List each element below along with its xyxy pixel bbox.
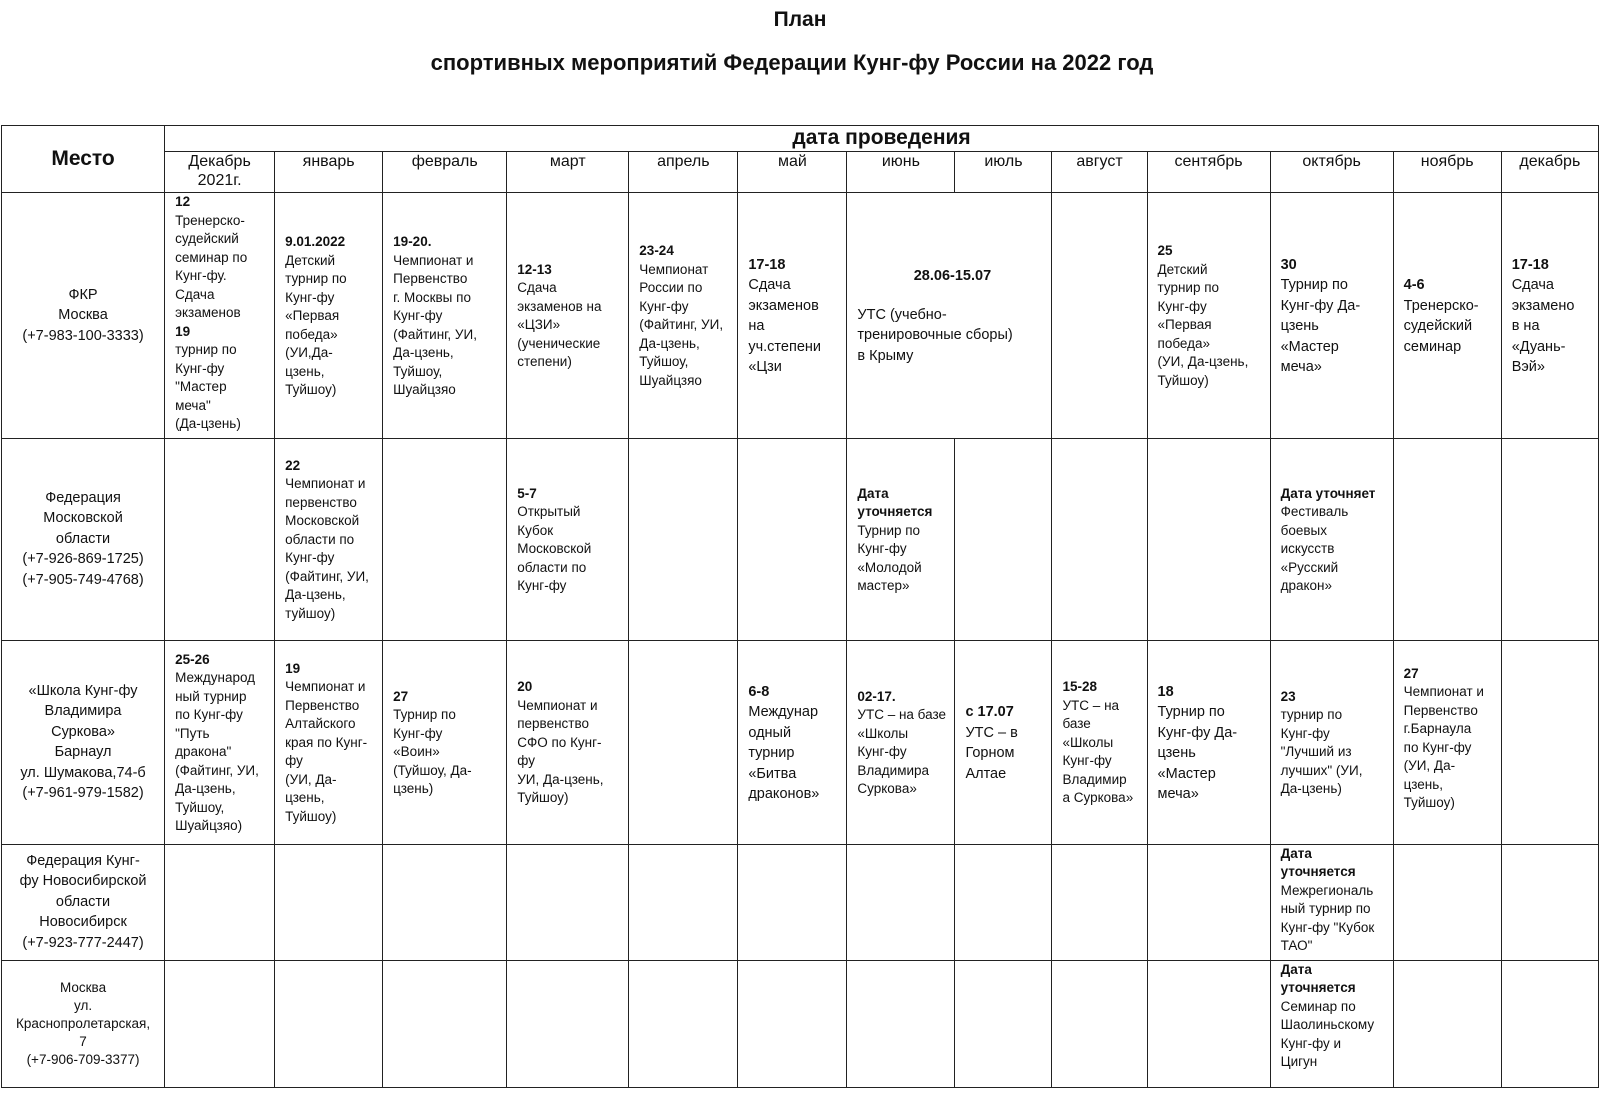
event-date: 19 <box>285 660 301 676</box>
month-header: июль <box>955 152 1052 193</box>
event-cell <box>383 438 507 640</box>
event-cell <box>507 193 629 439</box>
event-text: Детский турнир по Кунг-фу «Первая победа» (УИ, Да-цзень, Туйшоу) <box>1157 261 1249 388</box>
month-header: июнь <box>847 152 955 193</box>
event-cell <box>738 438 847 640</box>
event-cell <box>1147 960 1270 1087</box>
event-cell <box>1052 193 1147 439</box>
event-cell <box>383 960 507 1087</box>
event-cell <box>738 960 847 1087</box>
event-cell <box>629 193 738 439</box>
event-cell <box>1501 193 1598 439</box>
event-text: турнир по Кунг-фу "Лучший из лучших" (УИ, Да-цзень) <box>1280 707 1363 796</box>
event-date: 25-26 <box>175 651 210 667</box>
event-cell <box>847 640 955 844</box>
event-date: с 17.07 <box>965 704 1014 720</box>
event-cell <box>383 844 507 960</box>
place-cell: Федерация Кунг- фу Новосибирской области Новосибирск (+7-923-777-2447) <box>2 844 165 960</box>
event-cell <box>275 844 383 960</box>
event-cell <box>955 438 1052 640</box>
event-date: 15-28 <box>1062 679 1098 695</box>
month-header: февраль <box>383 152 507 193</box>
event-date: Дата уточняет <box>1280 485 1376 501</box>
event-cell <box>955 960 1052 1087</box>
event-text: Межрегиональ ный турнир по Кунг-фу "Кубок ТАО" <box>1280 882 1375 953</box>
event-text: Семинар по Шаолиньскому Кунг-фу и Цигун <box>1280 998 1375 1069</box>
event-cell <box>1147 438 1270 640</box>
event-cell <box>847 844 955 960</box>
event-cell <box>1393 640 1501 844</box>
event-cell <box>1052 844 1147 960</box>
event-date: Дата уточняется <box>857 485 933 519</box>
event-cell <box>1052 960 1147 1087</box>
event-cell <box>1393 844 1501 960</box>
event-text: Турнир по Кунг-фу «Воин» (Туйшоу, Да- цзень) <box>393 707 472 796</box>
event-date: 9.01.2022 <box>285 234 346 249</box>
month-header: январь <box>275 152 383 193</box>
event-cell <box>1147 193 1270 439</box>
place-cell: «Школа Кунг-фу Владимира Суркова» Барнаул ул. Шумакова,74-б (+7-961-979-1582) <box>2 640 165 844</box>
event-date: 23 <box>1280 688 1296 704</box>
event-text: Сдача экзамено в на «Дуань- Вэй» <box>1511 277 1575 376</box>
event-cell <box>1501 438 1598 640</box>
event-text: Открытый Кубок Московской области по Кунг-фу <box>517 504 592 593</box>
event-date: 25 <box>1157 243 1173 259</box>
place-cell: Москва ул. Краснопролетарская, 7 (+7-906-709-3377) <box>2 960 165 1087</box>
event-date: 6-8 <box>748 683 770 700</box>
month-header: сентябрь <box>1147 152 1270 193</box>
event-date: 12 <box>175 194 191 209</box>
event-cell <box>165 640 275 844</box>
event-cell <box>1393 193 1501 439</box>
event-text: УТС (учебно- тренировочные сборы) в Крыму <box>857 306 1013 364</box>
event-cell <box>507 438 629 640</box>
event-date: 27 <box>1403 665 1419 681</box>
event-date: 28.06-15.07 <box>913 268 992 285</box>
event-cell <box>847 960 955 1087</box>
event-text: Тренерско- судейский семинар по Кунг-фу. Сдача экзаменов <box>175 212 248 320</box>
month-header: август <box>1052 152 1147 193</box>
event-cell <box>738 640 847 844</box>
event-text: УТС – в Горном Алтае <box>965 724 1018 782</box>
event-date: 22 <box>285 457 301 473</box>
events-table <box>1 125 1599 1088</box>
event-date: 19-20. <box>393 234 432 249</box>
event-cell <box>1052 438 1147 640</box>
table-row <box>2 640 1599 844</box>
event-cell <box>955 640 1052 844</box>
event-cell <box>1270 844 1393 960</box>
event-cell <box>507 640 629 844</box>
event-text: УТС – на базе «Школы Кунг-фу Владимир а Суркова» <box>1062 697 1134 806</box>
event-text: Международ ный турнир по Кунг-фу "Путь дракона" (Файтинг, УИ, Да-цзень, Туйшоу, Шуайцзяо) <box>175 670 259 833</box>
event-date: 20 <box>517 679 533 695</box>
event-date: 23-24 <box>639 243 674 259</box>
event-cell <box>507 844 629 960</box>
event-cell <box>738 844 847 960</box>
event-cell <box>955 844 1052 960</box>
place-cell: Федерация Московской области (+7-926-869-1725) (+7-905-749-4768) <box>2 438 165 640</box>
event-cell <box>1147 844 1270 960</box>
event-text: Чемпионат и первенство СФО по Кунг- фу УИ, Да-цзень, Туйшоу) <box>517 697 604 806</box>
event-text: Чемпионат и Первенство г.Барнаула по Кунг-фу (УИ, Да- цзень, Туйшоу) <box>1403 684 1484 810</box>
event-date: 17-18 <box>748 256 786 273</box>
event-text: Фестиваль боевых искусств «Русский дракон» <box>1280 504 1349 593</box>
event-text: Чемпионат и Первенство Алтайского края по Кунг- фу (УИ, Да- цзень, Туйшоу) <box>285 679 368 824</box>
event-date: 30 <box>1280 256 1297 273</box>
event-cell <box>275 193 383 439</box>
event-cell <box>275 640 383 844</box>
month-header: Декабрь 2021г. <box>165 152 275 193</box>
event-text: турнир по Кунг-фу "Мастер меча" (Да-цзень) <box>175 342 241 431</box>
event-text: Чемпионат и Первенство г. Москвы по Кунг-фу (Файтинг, УИ, Да-цзень, Туйшоу, Шуайцзяо <box>393 252 477 397</box>
event-date: 18 <box>1157 683 1174 700</box>
event-cell <box>1052 640 1147 844</box>
event-text: Турнир по Кунг-фу «Молодой мастер» <box>857 522 922 593</box>
table-row <box>2 438 1599 640</box>
event-text: Турнир по Кунг-фу Да- цзень «Мастер меча» <box>1157 704 1238 802</box>
event-text: Тренерско- судейский семинар <box>1403 297 1479 355</box>
month-header: декабрь <box>1501 152 1598 193</box>
event-cell <box>507 960 629 1087</box>
place-cell: ФКР Москва (+7-983-100-3333) <box>2 193 165 439</box>
event-date: 12-13 <box>517 261 552 277</box>
table-row <box>2 844 1599 960</box>
event-date: 19 <box>175 323 191 339</box>
month-header: октябрь <box>1270 152 1393 193</box>
event-text: УТС – на базе «Школы Кунг-фу Владимира Суркова» <box>857 707 947 796</box>
event-cell <box>165 438 275 640</box>
month-header: ноябрь <box>1393 152 1501 193</box>
event-cell <box>165 193 275 439</box>
event-date: Дата уточняется <box>1280 961 1356 995</box>
month-header: март <box>507 152 629 193</box>
event-date: 27 <box>393 688 409 704</box>
event-text: Сдача экзаменов на уч.степени «Цзи <box>748 277 821 376</box>
event-text: Турнир по Кунг-фу Да- цзень «Мастер меча» <box>1280 277 1361 376</box>
event-cell <box>1501 960 1598 1087</box>
table-row <box>2 960 1599 1087</box>
event-cell <box>1270 640 1393 844</box>
event-cell <box>629 640 738 844</box>
event-cell <box>1270 193 1393 439</box>
plan-subtitle: спортивных мероприятий Федерации Кунг-фу России на 2022 год <box>430 50 1154 75</box>
event-cell <box>383 640 507 844</box>
event-text: Сдача экзаменов на «ЦЗИ» (ученические степени) <box>517 280 602 370</box>
date-header: дата проведения <box>165 126 1599 152</box>
event-cell <box>1501 640 1598 844</box>
event-cell <box>1270 960 1393 1087</box>
event-cell <box>1270 438 1393 640</box>
event-text: Чемпионат России по Кунг-фу (Файтинг, УИ, Да-цзень, Туйшоу, Шуайцзяо <box>639 261 724 388</box>
event-cell <box>738 193 847 439</box>
month-header: апрель <box>629 152 738 193</box>
event-date: 4-6 <box>1403 277 1425 294</box>
event-text: Чемпионат и первенство Московской области по Кунг-фу (Файтинг, УИ, Да-цзень, туйшоу) <box>285 476 369 621</box>
event-cell <box>629 438 738 640</box>
event-text: Междунар одный турнир «Битва драконов» <box>748 704 820 802</box>
event-cell <box>383 193 507 439</box>
event-cell <box>847 193 1052 439</box>
event-cell <box>629 960 738 1087</box>
place-header: Место <box>2 126 165 193</box>
event-date: 5-7 <box>517 485 537 501</box>
event-date: Дата уточняется <box>1280 845 1356 879</box>
event-cell <box>1393 438 1501 640</box>
table-row <box>2 193 1599 439</box>
plan-title: План <box>773 8 827 31</box>
event-cell <box>165 960 275 1087</box>
event-text: Детский турнир по Кунг-фу «Первая победа» (УИ,Да- цзень, Туйшоу) <box>285 252 347 397</box>
event-cell <box>275 438 383 640</box>
event-date: 02-17. <box>857 688 896 704</box>
event-cell <box>275 960 383 1087</box>
month-header: май <box>738 152 847 193</box>
event-cell <box>1147 640 1270 844</box>
event-cell <box>1393 960 1501 1087</box>
event-date: 17-18 <box>1511 256 1549 273</box>
event-cell <box>847 438 955 640</box>
event-cell <box>1501 844 1598 960</box>
event-cell <box>629 844 738 960</box>
event-cell <box>165 844 275 960</box>
